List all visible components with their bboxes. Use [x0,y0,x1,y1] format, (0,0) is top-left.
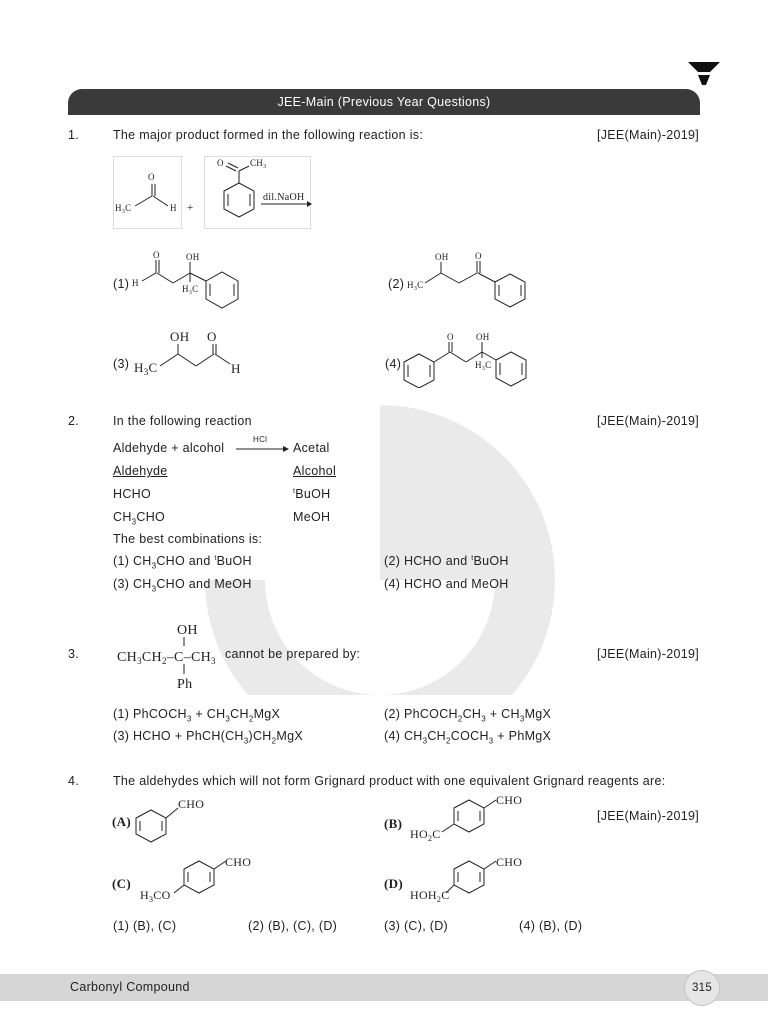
svg-text:H3C: $H_3C$ [475,360,492,372]
svg-text:HO2C: $HO_2C$ [410,827,441,842]
option-structure-4 [400,330,530,388]
option-structure-3 [130,326,255,382]
column-head-alcohol: Alcohol [293,464,337,478]
svg-text:H3C: $H_3C$ [115,203,132,215]
question-number: 2. [68,414,80,428]
option-structure-2 [405,248,530,310]
svg-text:(C): (C) [112,876,131,891]
svg-text:(B): (B) [384,816,403,831]
question-number: 3. [68,647,80,661]
svg-text:H3C: $H_3C$ [134,360,158,377]
svg-text:OH: OH [177,623,198,638]
alcohol-item: MeOH [293,510,331,524]
exam-tag: [JEE(Main)-2019] [596,128,699,142]
option-text: (2) $PhCOCH_2CH_3 + CH_3MgX$ [384,707,552,724]
aldehyde-item: HCHO [113,487,152,501]
page-footer [0,974,768,1001]
option-text: (3) HCHO + $PhCH(CH_3)CH_2MgX$ [113,729,303,746]
option-text: (4) (B), (D) [519,919,583,933]
svg-text:OH: OH [476,332,490,342]
svg-text:H: H [231,361,241,376]
section-header: JEE-Main (Previous Year Questions) [68,89,700,115]
svg-text:O: O [207,329,217,344]
svg-text:CHO: CHO [496,793,523,807]
reaction-right: Acetal [293,441,330,455]
option-text: (2) (B), (C), (D) [248,919,338,933]
option-label: (2) [388,277,405,291]
option-text: (4) HCHO and MeOH [384,577,509,591]
svg-text:(D): (D) [384,876,403,891]
option-text: (2) HCHO and $^t$BuOH [384,554,509,568]
option-text: (1) PhCOCH$_3$ + $CH_3CH_2MgX$ [113,707,281,724]
svg-text:CHO: CHO [225,855,252,869]
svg-text:OH: OH [435,252,449,262]
option-text: (4) $CH_3CH_2COCH_3$ + PhMgX [384,729,552,746]
svg-text:H: H [170,203,177,213]
svg-text:O: O [148,172,155,182]
svg-text:O: O [153,250,160,260]
option-structure-1 [128,248,253,310]
page-number: 315 [684,970,720,1006]
svg-text:H: H [132,278,139,288]
structure-4a [112,794,222,844]
exam-tag: [JEE(Main)-2019] [596,647,699,661]
question-text: The aldehydes which will not form Grignard product with one equivalent Grignard reagents are: [113,774,666,788]
reaction-scheme-q1 [113,156,313,232]
svg-text:CH3CH2–C–CH3: $CH_3CH_2-C-CH_3$ [117,650,216,666]
column-head-aldehyde: Aldehyde [113,464,168,478]
option-text: (1) $CH_3CHO$ and $^t$BuOH [113,554,252,571]
question-number: 4. [68,774,80,788]
option-label: (1) [113,277,130,291]
option-text: (3) (C), (D) [384,919,449,933]
svg-text:CHO: CHO [178,797,205,811]
svg-text:(A): (A) [112,814,131,829]
option-label: (3) [113,357,130,371]
svg-text:+: + [187,202,194,214]
chapter-name: Carbonyl Compound [70,980,190,994]
svg-text:OH: OH [170,329,190,344]
svg-text:Ph: Ph [177,677,193,692]
question-text: cannot be prepared by: [225,647,361,661]
structure-4b [384,790,534,842]
svg-text:CHO: CHO [496,855,523,869]
svg-text:CH3: $CH_3$ [250,158,267,170]
option-text: (3) $CH_3CHO$ and MeOH [113,577,252,594]
option-label: (4) [385,357,402,371]
svg-text:O: O [217,158,224,168]
svg-text:H3C: $H_3C$ [407,280,424,292]
svg-text:O: O [447,332,454,342]
reaction-arrow [236,444,290,454]
svg-text:H3C: $H_3C$ [182,284,199,296]
exam-tag: [JEE(Main)-2019] [596,414,699,428]
svg-text:OH: OH [186,252,200,262]
brand-logo-icon [688,62,720,86]
question-text: In the following reaction [113,414,252,428]
svg-text:dil.NaOH: dil.NaOH [263,192,305,203]
svg-text:H3CO: $H_3CO$ [140,888,171,903]
svg-text:O: O [475,251,482,261]
structure-4d [384,851,534,903]
aldehyde-item: $CH_3CHO$ [113,510,166,527]
option-text: (1) (B), (C) [113,919,177,933]
svg-text:HOH2C: $HOH_2C$ [410,888,450,903]
alcohol-item: $^t$BuOH [293,487,331,501]
reaction-left: Aldehyde + alcohol [113,441,225,455]
structure-4c [112,851,262,903]
question-prompt: The best combinations is: [113,532,263,546]
question-number: 1. [68,128,80,142]
reaction-reagent: HCl [253,435,268,444]
question-text: The major product formed in the following reaction is: [113,128,424,142]
exam-tag: [JEE(Main)-2019] [596,809,699,823]
structure-q3 [115,620,227,692]
